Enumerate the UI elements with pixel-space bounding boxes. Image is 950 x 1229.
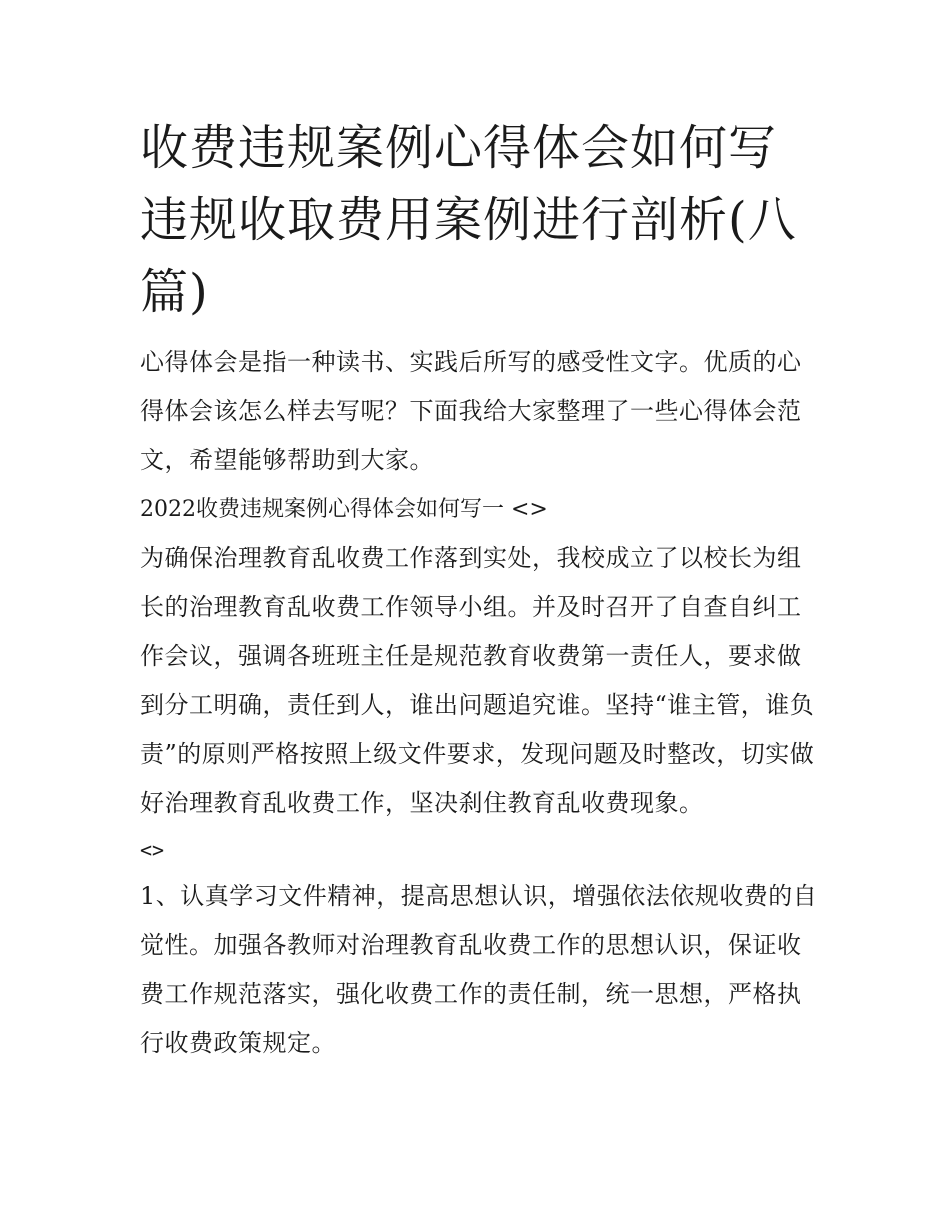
document-page [140,112,820,1068]
body-paragraph-2: 1、认真学习文件精神，提高思想认识，增强依法依规收费的自觉性。加强各教师对治理教育乱收费工作的思想认识，保证收费工作规范落实，强化收费工作的责任制，统一思想，严格执行收费政策规定。 [140,882,818,1057]
placeholder-marker: <> [140,838,165,862]
section-heading: 2022收费违规案例心得体会如何写一 <> [140,497,548,522]
document-title: 收费违规案例心得体会如何写违规收取费用案例进行剖析(八篇) [140,120,797,320]
intro-paragraph: 心得体会是指一种读书、实践后所写的感受性文字。优质的心得体会该怎么样去写呢？下面我给大家整理了一些心得体会范文，希望能够帮助到大家。 [140,348,802,474]
body-paragraph-1: 为确保治理教育乱收费工作落到实处，我校成立了以校长为组长的治理教育乱收费工作领导小组。并及时召开了自查自纠工作会议，强调各班班主任是规范教育收费第一责任人，要求做到分工明确，责任到人，谁出问题追究谁。坚持“谁主管，谁负责”的原则严格按照上级文件要求，发现问题及时整改，切实做好治理教育乱收费工作，坚决刹住教育乱收费现象。 [140,544,815,817]
